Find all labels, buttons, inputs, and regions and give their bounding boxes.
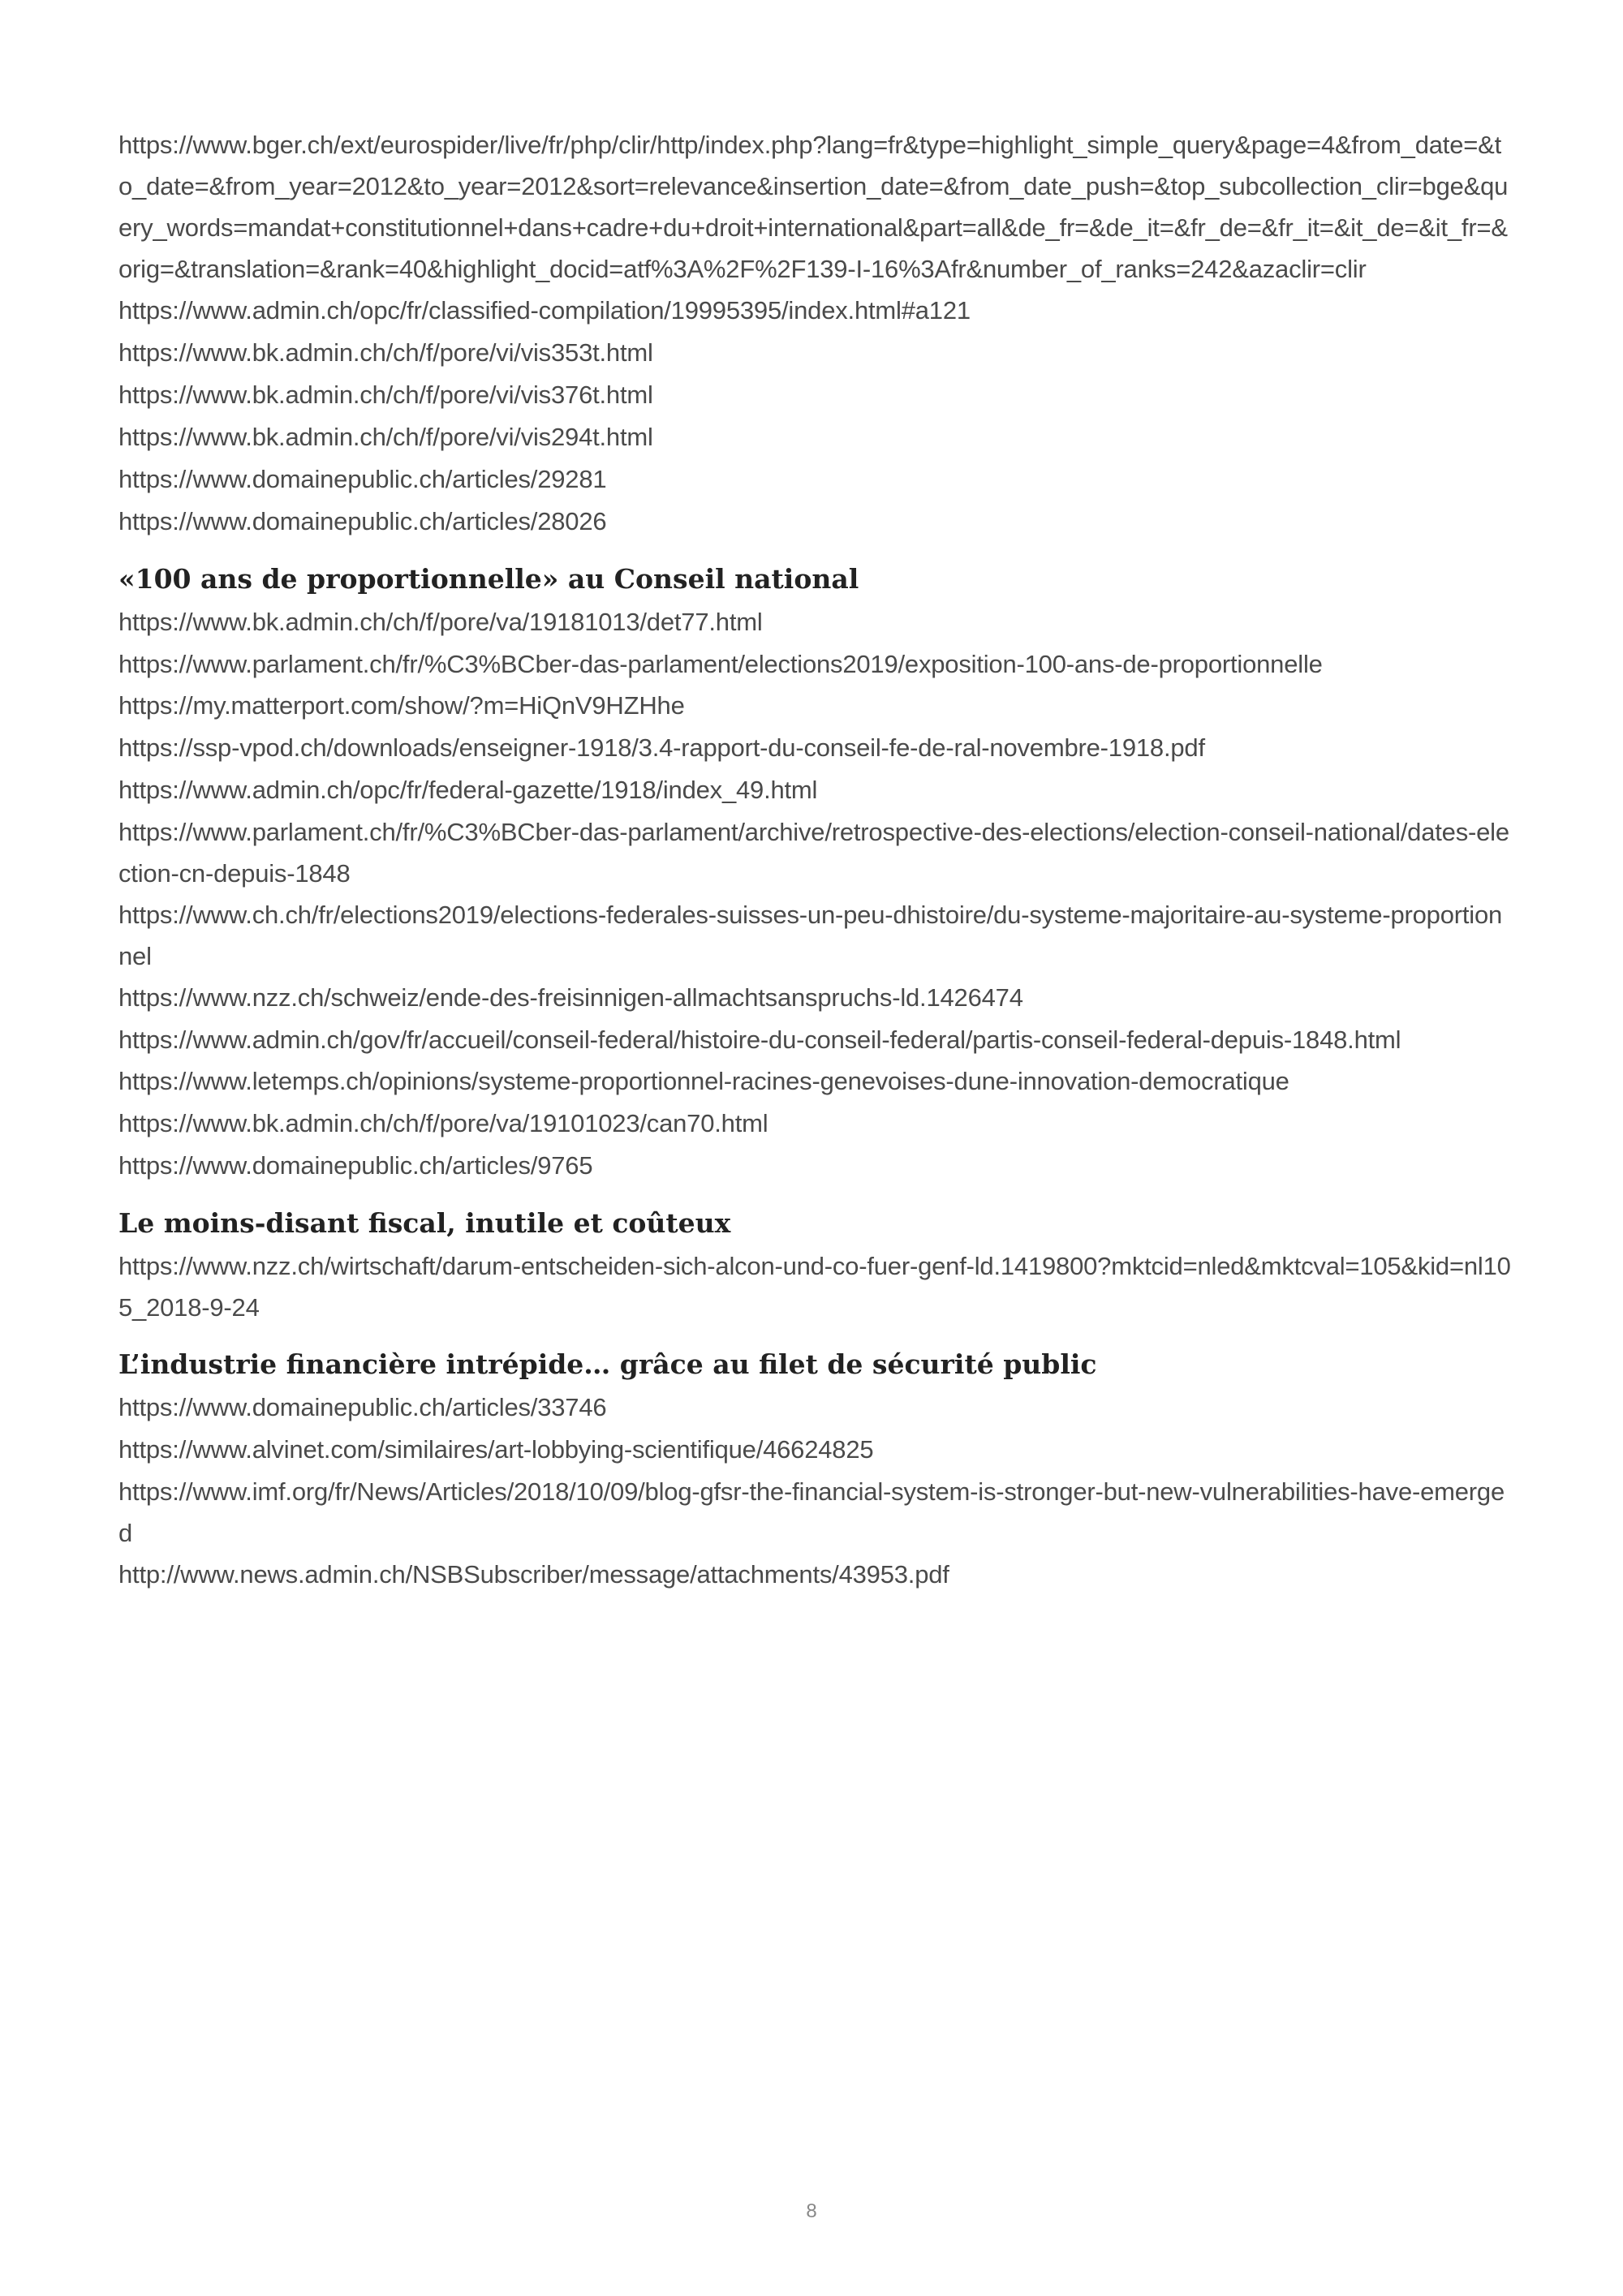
reference-link[interactable]: https://www.admin.ch/opc/fr/classified-compilation/19995395/index.html#a121 — [118, 296, 971, 325]
reference-link[interactable]: https://www.bk.admin.ch/ch/f/pore/va/19181013/det77.html — [118, 608, 763, 636]
reference-link[interactable]: https://ssp-vpod.ch/downloads/enseigner-1918/3.4-rapport-du-conseil-fe-de-ral-novembre-1918.pdf — [118, 733, 1205, 762]
reference-link[interactable]: https://www.domainepublic.ch/articles/33746 — [118, 1393, 607, 1421]
reference-link[interactable]: https://www.parlament.ch/fr/%C3%BCber-das-parlament/elections2019/exposition-100-ans-de-proportionnelle — [118, 650, 1323, 678]
reference-link[interactable]: http://www.news.admin.ch/NSBSubscriber/message/attachments/43953.pdf — [118, 1560, 949, 1589]
reference-link[interactable]: https://www.admin.ch/opc/fr/federal-gazette/1918/index_49.html — [118, 776, 818, 804]
reference-link[interactable]: https://www.parlament.ch/fr/%C3%BCber-das-parlament/archive/retrospective-des-elections/election-conseil-national/dates-election-cn-depuis-1848 — [118, 818, 1509, 888]
section-heading: L’industrie financière intrépide… grâce au filet de sécurité public — [118, 1348, 1097, 1380]
reference-link[interactable]: https://www.admin.ch/gov/fr/accueil/conseil-federal/histoire-du-conseil-federal/partis-conseil-federal-depuis-1848.html — [118, 1025, 1401, 1054]
reference-link[interactable]: https://www.domainepublic.ch/articles/9765 — [118, 1151, 593, 1180]
reference-link[interactable]: https://www.alvinet.com/similaires/art-lobbying-scientifique/46624825 — [118, 1435, 874, 1464]
section-moins-disant-fiscal — [118, 1203, 1514, 1328]
reference-link[interactable]: https://www.bk.admin.ch/ch/f/pore/vi/vis353t.html — [118, 338, 653, 367]
reference-link[interactable]: https://www.ch.ch/fr/elections2019/elections-federales-suisses-un-peu-dhistoire/du-systeme-majoritaire-au-systeme-proportionnel — [118, 901, 1503, 970]
section-general — [118, 124, 1514, 543]
reference-link[interactable]: https://www.bk.admin.ch/ch/f/pore/va/19101023/can70.html — [118, 1109, 768, 1137]
reference-link[interactable]: https://www.nzz.ch/wirtschaft/darum-entscheiden-sich-alcon-und-co-fuer-genf-ld.1419800?mktcid=nled&mktcval=105&kid=nl105_2018-9-24 — [118, 1252, 1511, 1322]
reference-link[interactable]: https://www.nzz.ch/schweiz/ende-des-freisinnigen-allmachtsanspruchs-ld.1426474 — [118, 983, 1023, 1012]
reference-link[interactable]: https://www.imf.org/fr/News/Articles/2018/10/09/blog-gfsr-the-financial-system-is-stronger-but-new-vulnerabilities-have-emerged — [118, 1477, 1505, 1547]
reference-link[interactable]: https://www.letemps.ch/opinions/systeme-proportionnel-racines-genevoises-dune-innovation-democratique — [118, 1067, 1289, 1095]
reference-link[interactable]: https://www.bk.admin.ch/ch/f/pore/vi/vis294t.html — [118, 423, 653, 451]
section-industrie-financiere — [118, 1344, 1514, 1596]
page-number: 8 — [806, 2200, 817, 2222]
section-proportionnelle — [118, 559, 1514, 1187]
reference-link[interactable]: https://www.domainepublic.ch/articles/29281 — [118, 465, 607, 493]
reference-link[interactable]: https://www.bger.ch/ext/eurospider/live/fr/php/clir/http/index.php?lang=fr&type=highlight_simple_query&page=4&from_date=&to_date=&from_year=2012&to_year=2012&sort=relevance&insertion_date=&from_date_push=&top_subcollection_clir=bge&query_words=mandat+constitutionnel+dans+cadre+du+droit+international&part=all&de_fr=&de_it=&fr_de=&fr_it=&it_de=&it_fr=&orig=&translation=&rank=40&highlight_docid=atf%3A%2F%2F139-I-16%3Afr&number_of_ranks=242&azaclir=clir — [118, 131, 1509, 283]
section-heading: «100 ans de proportionnelle» au Conseil national — [118, 563, 859, 595]
section-heading: Le moins-disant fiscal, inutile et coûteux — [118, 1207, 731, 1239]
reference-link[interactable]: https://www.domainepublic.ch/articles/28026 — [118, 507, 607, 535]
references-list — [118, 124, 1514, 1596]
reference-link[interactable]: https://www.bk.admin.ch/ch/f/pore/vi/vis376t.html — [118, 381, 653, 409]
reference-link[interactable]: https://my.matterport.com/show/?m=HiQnV9HZHhe — [118, 691, 685, 720]
